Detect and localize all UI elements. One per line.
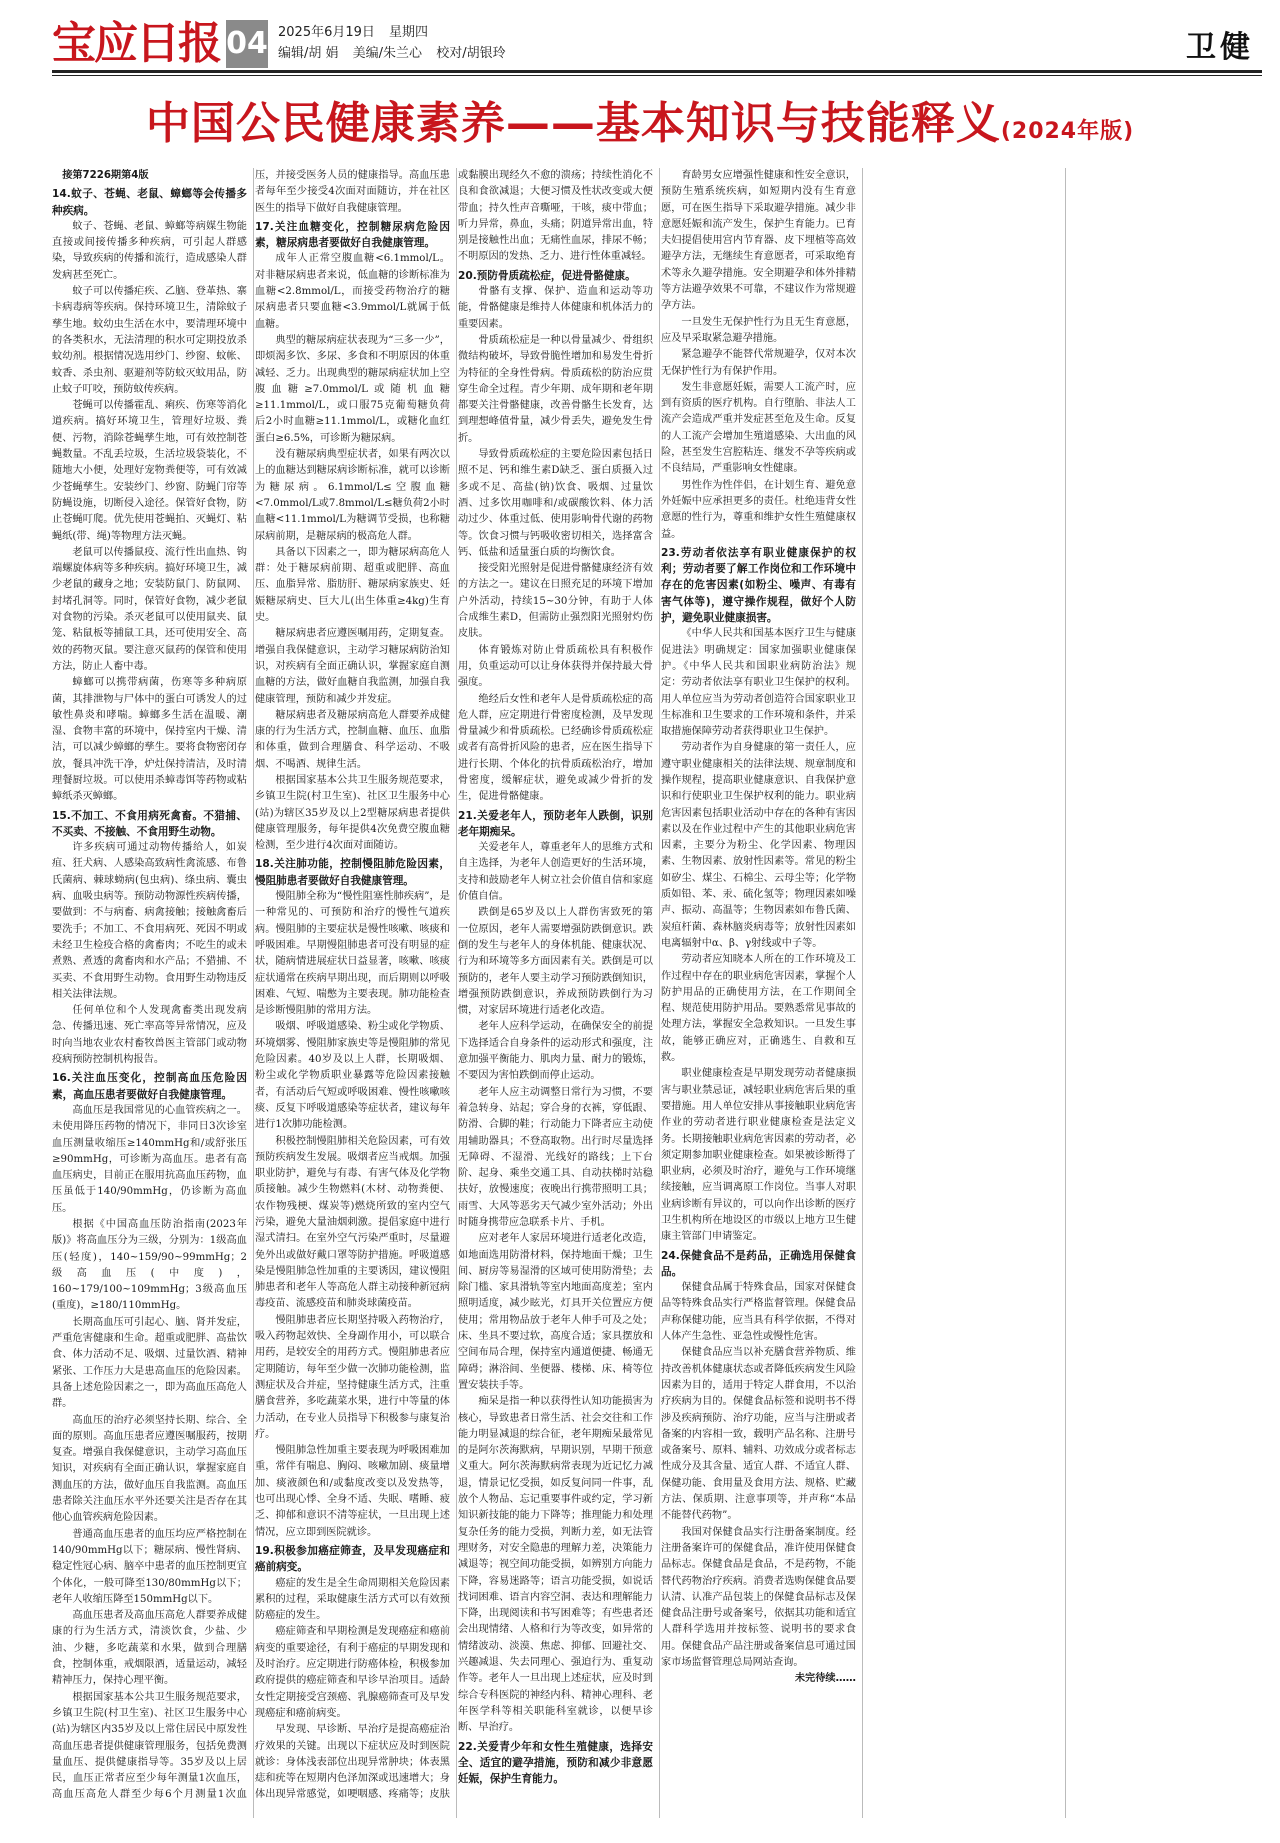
article-paragraph: 接受阳光照射是促进骨骼健康经济有效的方法之一。建议在日照充足的环境下增加户外活动，持续15~30分钟，有助于人体合成维生素D，但需防止强烈阳光照射灼伤皮肤。 <box>458 563 653 640</box>
article-paragraph: 老年人应科学运动，在确保安全的前提下选择适合自身条件的运动形式和强度，注意加强平衡能力、肌肉力量、耐力的锻炼，不要因为害怕跌倒而停止运动。 <box>458 1021 653 1082</box>
article-subheading: 24.保健食品不是药品，正确选用保健食品。 <box>661 1249 856 1278</box>
article-subheading: 19.积极参加癌症筛查，及早发现癌症和癌前病变。 <box>255 1544 450 1574</box>
article-paragraph: 职业健康检查是早期发现劳动者健康损害与职业禁忌证，减轻职业病危害后果的重要措施。用人单位安排从事接触职业病危害作业的劳动者进行职业健康检查是法定义务。长期接触职业病危害因素的劳动者，必须定期参加职业健康检查。如果被诊断得了职业病，必须及时治疗，避免与工作环境继续接触，应当调离原工作岗位。当事人对职业病诊断有异议的，可以向作出诊断的医疗卫生机构所在地设区的市级以上地方卫生健康主管部门申请鉴定。 <box>661 1068 856 1243</box>
article-paragraph: 育龄男女应增强性健康和性安全意识，预防生殖系统疾病，如短期内没有生育意愿，可在医生指导下采取避孕措施。减少非意愿妊娠和流产发生，保护生育能力。已育夫妇提倡使用宫内节育器、皮下埋植等高效避孕方法，无继续生育意愿者，可采取绝育术等永久避孕措施。安全期避孕和体外排精等方法避孕效果不可靠，不建议作为常规避孕方法。 <box>661 170 856 312</box>
article-paragraph: 长期高血压可引起心、脑、肾并发症，严重危害健康和生命。超重或肥胖、高盐饮食、体力活动不足、吸烟、过量饮酒、精神紧张、工作压力大是患高血压的危险因素。具备上述危险因素之一，即为高血压高危人群。 <box>52 1316 247 1410</box>
article-paragraph: 紧急避孕不能替代常规避孕，仅对本次无保护性行为有保护作用。 <box>661 349 856 377</box>
article-paragraph: 积极控制慢阻肺相关危险因素，可有效预防疾病发生发展。吸烟者应当戒烟。加强职业防护，避免与有毒、有害气体及化学物质接触。减少生物燃料(木材、动物粪便、农作物残梗、煤炭等)燃烧所致的室内空气污染，避免大量油烟刺激。提倡家庭中进行湿式清扫。在室外空气污染严重时，尽量避免外出或做好戴口罩等防护措施。呼吸道感染是慢阻肺急性加重的主要诱因，建议慢阻肺患者和老年人等高危人群主动接种新冠病毒疫苗、流感疫苗和肺炎球菌疫苗。 <box>255 1135 450 1310</box>
headline <box>0 92 1280 164</box>
to-be-continued: 未完待续…… <box>794 1673 856 1685</box>
article-subheading: 15.不加工、不食用病死禽畜。不猎捕、不买卖、不接触、不食用野生动物。 <box>52 809 247 838</box>
article-paragraph: 成年人正常空腹血糖<6.1mmol/L。对非糖尿病患者来说，低血糖的诊断标准为血糖<2.8mmol/L，而接受药物治疗的糖尿病患者只要血糖<3.9mmol/L就属于低血糖。 <box>255 253 450 330</box>
article-paragraph: 根据《中国高血压防治指南(2023年版)》将高血压分为三级，分别为：1级高血压(轻度)，140~159/90~99mmHg；2级高血压(中度)，160~179/100~109mmHg；3级高血压(重度)，≥180/110mmHg。 <box>52 1219 247 1312</box>
article-paragraph: 导致骨质疏松症的主要危险因素包括日照不足、钙和维生素D缺乏、蛋白质摄入过多或不足、高盐(钠)饮食、吸烟、过量饮酒、过多饮用咖啡和/或碳酸饮料、体力活动过少、体重过低、使用影响骨代谢的药物等。饮食习惯与钙吸收密切相关，选择富含钙、低盐和适量蛋白质的均衡饮食。 <box>458 449 653 558</box>
article-paragraph: 典型的糖尿病症状表现为“三多一少”，即烦渴多饮、多尿、多食和不明原因的体重减轻、乏力。出现典型的糖尿病症状加上空腹血糖≥7.0mmol/L或随机血糖≥11.1mmol/L，或口服75克葡萄糖负荷后2小时血糖≥11.1mmol/L，或糖化血红蛋白≥6.5%，可诊断为糖尿病。 <box>255 334 450 444</box>
article-paragraph: 没有糖尿病典型症状者，如果有两次以上的血糖达到糖尿病诊断标准，就可以诊断为糖尿病。6.1mmol/L≤空腹血糖<7.0mmol/L或7.8mmol/L≤糖负荷2小时血糖<11.1mmol/L为糖调节受损，也称糖尿病前期，是糖尿病的极高危人群。 <box>255 449 450 542</box>
issue-date: 2025年6月19日 <box>278 25 375 40</box>
article-paragraph: 蚊子、苍蝇、老鼠、蟑螂等病媒生物能直接或间接传播多种疾病，可引起人群感染，导致疾病的传播和流行，造成感染人群发病甚至死亡。 <box>52 220 247 281</box>
article-paragraph: 老年人应主动调整日常行为习惯，不要着急转身、站起；穿合身的衣裤，穿低跟、防滑、合脚的鞋；行动能力下降者应主动使用辅助器具；不登高取物。出行时尽量选择无障碍、不湿滑、光线好的路线；上下台阶、起身、乘坐交通工具、自动扶梯时站稳扶好，放慢速度；夜晚出行携带照明工具；雨雪、大风等恶劣天气减少室外活动；外出时随身携带应急联系卡片、手机。 <box>458 1086 653 1228</box>
article-subheading: 22.关爱青少年和女性生殖健康，选择安全、适宜的避孕措施，预防和减少非意愿妊娠，保护生育能力。 <box>458 1740 653 1786</box>
article-paragraph: 劳动者作为自身健康的第一责任人，应遵守职业健康相关的法律法规、规章制度和操作规程，提高职业健康意识、自我保护意识和行使职业卫生保护权利的能力。职业病危害因素包括职业活动中存在的各种有害因素以及在作业过程中产生的其他职业病危害因素，主要分为粉尘、化学因素、物理因素、生物因素、放射性因素等。常见的粉尘如矽尘、煤尘、石棉尘、云母尘等；化学物质如铅、苯、汞、硫化氢等；物理因素如噪声、振动、高温等；生物因素如布鲁氏菌、炭疽杆菌、森林脑炎病毒等；放射性因素如电离辐射中α、β、γ射线或中子等。 <box>661 742 856 949</box>
article-paragraph: 早发现、早诊断、早治疗是提高癌症治疗效果的关键。出现以下症状应及时到医院就诊：身体浅表部位出现异常肿块；体表黑痣和疣等在短期内色泽加深或迅速增大；身体出现异常感觉，如哽咽感、疼痛等；皮肤或黏膜出现经久不愈的溃疡；持续性消化不良和食欲减退；大便习惯及性状改变或大便带血；持久性声音嘶哑，干咳，痰中带血；听力异常，鼻血，头痛；阴道异常出血，特别是接触性出血；无痛性血尿，排尿不畅；不明原因的发热、乏力、进行性体重减轻。 <box>255 170 653 1801</box>
article-paragraph: 普通高血压患者的血压均应严格控制在140/90mmHg以下；糖尿病、慢性肾病、稳定性冠心病、脑卒中患者的血压控制更宜个体化，一般可降至130/80mmHg以下；老年人收缩压降至150mmHg以下。 <box>52 1528 247 1605</box>
article-paragraph: 慢阻肺患者应长期坚持吸入药物治疗，吸入药物起效快、全身副作用小，可以联合用药，是较安全的用药方式。慢阻肺患者应定期随访，每年至少做一次肺功能检测，监测症状及合并症，坚持健康生活方式，注重膳食营养，多吃蔬菜水果，进行中等量的体力活动，在专业人员指导下积极参与康复治疗。 <box>255 1314 450 1440</box>
article-paragraph: 根据国家基本公共卫生服务规范要求，乡镇卫生院(村卫生室)、社区卫生服务中心(站)为辖区35岁及以上2型糖尿病患者提供健康管理服务，每年提供4次免费空腹血糖检测，至少进行4次面对面随访。 <box>255 774 450 852</box>
article-paragraph: 高血压的治疗必须坚持长期、综合、全面的原则。高血压患者应遵医嘱服药，按期复查。增强自我保健意识，主动学习高血压知识，对疾病有全面正确认识，掌握家庭自测血压的方法，做好血压自我监测。高血压患者除关注血压水平外还要关注是否存在其他心血管疾病危险因素。 <box>52 1414 247 1524</box>
proofreader-credit: 校对/胡银玲 <box>436 46 506 61</box>
article-subheading: 14.蚊子、苍蝇、老鼠、蟑螂等会传播多种疾病。 <box>52 188 247 217</box>
article-paragraph: 高血压是我国常见的心血管疾病之一。未使用降压药物的情况下，非同日3次诊室血压测量收缩压≥140mmHg和/或舒张压≥90mmHg，可诊断为高血压。患者有高血压病史，目前正在服用抗高血压药物，血压虽低于140/90mmHg，仍诊断为高血压。 <box>52 1104 247 1214</box>
article-paragraph: 关爱老年人，尊重老年人的思维方式和自主选择，为老年人创造更好的生活环境，支持和鼓励老年人树立社会价值自信和家庭价值自信。 <box>458 842 653 903</box>
issue-weekday: 星期四 <box>389 25 429 40</box>
article-paragraph: 保健食品属于特殊食品，国家对保健食品等特殊食品实行严格监督管理。保健食品声称保健功能，应当具有科学依据，不得对人体产生急性、亚急性或慢性危害。 <box>661 1282 856 1343</box>
headline-edition: (2024年版) <box>1000 119 1135 144</box>
article-paragraph: 绝经后女性和老年人是骨质疏松症的高危人群，应定期进行骨密度检测，及早发现骨量减少和骨质疏松。已经确诊骨质疏松症或者有高骨折风险的患者，应在医生指导下进行长期、个体化的抗骨质疏松治疗，增加骨密度，缓解症状，避免或减少骨折的发生，促进骨骼健康。 <box>458 693 653 803</box>
article-paragraph: 痴呆是指一种以获得性认知功能损害为核心，导致患者日常生活、社会交往和工作能力明显减退的综合征，老年期痴呆最常见的是阿尔茨海默病，早期识别，早期干预意义重大。阿尔茨海默病常表现为近记忆力减退，情景记忆受损，如反复问同一件事，乱放个人物品、忘记重要事件或约定，学习新知识新技能的能力下降等；推理能力和处理复杂任务的能力受损，判断力差，如无法管理财务，对安全隐患的理解力差，决策能力减退等；视空间功能受损，如辨别方向能力下降，容易迷路等；语言功能受损，如说话找词困难、语言内容空洞、表达和理解能力下降，出现阅读和书写困难等；有些患者还会出现情绪、人格和行为等改变，如异常的情绪波动、淡漠、焦虑、抑郁、回避社交、兴趣减退、失去同理心、强迫行为、重复动作等。老年人一旦出现上述症状，应及时到综合专科医院的神经内科、精神心理科、老年医学科等相关职能科室就诊，以便早诊断、早治疗。 <box>458 1396 653 1734</box>
article-paragraph: 保健食品应当以补充膳食营养物质、维持改善机体健康状态或者降低疾病发生风险因素为目的，适用于特定人群食用，不以治疗疾病为目的。保健食品标签和说明书不得涉及疾病预防、治疗功能，应当与注册或者备案的内容相一致，载明产品名称、注册号或备案号、原料、辅料、功效成分或者标志性成分及其含量、适宜人群、不适宜人群、保健功能、食用量及食用方法、规格、贮藏方法、保质期、注意事项等，并声称“本品不能替代药物”。 <box>661 1347 856 1522</box>
article-paragraph: 体育锻炼对防止骨质疏松具有积极作用，负重运动可以让身体获得并保持最大骨强度。 <box>458 644 653 689</box>
issue-meta <box>278 22 516 64</box>
article-paragraph: 劳动者应知晓本人所在的工作环境及工作过程中存在的职业病危害因素，掌握个人防护用品的正确使用方法，在工作期间全程、规范使用防护用品。要熟悉常见事故的处理方法，掌握安全急救知识。一旦发生事故，能够正确应对，正确逃生、自救和互救。 <box>661 954 856 1064</box>
article-subheading: 23.劳动者依法享有职业健康保护的权利；劳动者要了解工作岗位和工作环境中存在的危害因素(如粉尘、噪声、有毒有害气体等)，遵守操作规程，做好个人防护，避免职业健康损害。 <box>661 546 856 625</box>
article-paragraph: 糖尿病患者应遵医嘱用药，定期复查。增强自我保健意识，主动学习糖尿病防治知识，对疾病有全面正确认识，掌握家庭自测血糖的方法，做好血糖自我监测，加强自我健康管理，预防和减少并发症。 <box>255 628 450 705</box>
article-paragraph: 糖尿病患者及糖尿病高危人群要养成健康的行为生活方式，控制血糖、血压、血脂和体重，做到合理膳食、科学运动、不吸烟、不喝酒、规律生活。 <box>255 709 450 770</box>
designer-credit: 美编/朱兰心 <box>352 46 423 61</box>
article-paragraph: 癌症的发生是全生命周期相关危险因素累积的过程，采取健康生活方式可以有效预防癌症的发生。 <box>255 1577 450 1622</box>
article-paragraph: 苍蝇可以传播霍乱、痢疾、伤寒等消化道疾病。搞好环境卫生，管理好垃圾、粪便、污物，消除苍蝇孳生地，可有效控制苍蝇数量。不乱丢垃圾，生活垃圾袋装化，不随地大小便，处理好宠物粪便等，可有效减少苍蝇孳生。安装纱门、纱窗、防蝇门帘等防蝇设施，切断侵入途径。保管好食物，防止苍蝇叮爬。优先使用苍蝇拍、灭蝇灯、粘蝇纸(带、绳)等物理方法灭蝇。 <box>52 400 247 542</box>
article-paragraph: 慢阻肺全称为“慢性阻塞性肺疾病”，是一种常见的、可预防和治疗的慢性气道疾病。慢阻肺的主要症状是慢性咳嗽、咳痰和呼吸困难。早期慢阻肺患者可没有明显的症状，随病情进展症状日益显著，咳嗽、咳痰症状通常在疾病早期出现，而后期则以呼吸困难、气短、喘憋为主要表现。肺功能检查是诊断慢阻肺的常用方法。 <box>255 891 450 1017</box>
article-paragraph: 骨骼有支撑、保护、造血和运动等功能，骨骼健康是维持人体健康和机体活力的重要因素。 <box>458 286 653 330</box>
article-subheading: 16.关注血压变化，控制高血压危险因素，高血压患者要做好自我健康管理。 <box>52 1072 247 1101</box>
article-paragraph: 一旦发生无保护性行为且无生育意愿，应及早采取紧急避孕措施。 <box>661 316 856 344</box>
article-paragraph: 男性作为性伴侣，在计划生育、避免意外妊娠中应承担更多的责任。杜绝违背女性意愿的性行为，尊重和维护女性生殖健康权益。 <box>661 479 856 540</box>
article-paragraph: 发生非意愿妊娠，需要人工流产时，应到有资质的医疗机构。自行堕胎、非法人工流产会造成严重并发症甚至危及生命。反复的人工流产会增加生殖道感染、大出血的风险，甚至发生宫腔粘连、继发不孕等疾病或不良结局，严重影响女性健康。 <box>661 381 856 475</box>
editor-credit: 编辑/胡 娟 <box>278 46 339 61</box>
article-paragraph: 老鼠可以传播鼠疫、流行性出血热、钩端螺旋体病等多种疾病。搞好环境卫生，减少老鼠的藏身之地；安装防鼠门、防鼠网、封堵孔洞等。同时，保管好食物，减少老鼠对食物的污染。杀灭老鼠可以使用鼠夹、鼠笼、粘鼠板等捕鼠工具，还可使用安全、高效的药物灭鼠。要注意灭鼠药的保管和使用方法，防止人畜中毒。 <box>52 546 247 672</box>
article-subheading: 21.关爱老年人，预防老年人跌倒，识别老年期痴呆。 <box>458 809 653 838</box>
header-rule-thin <box>52 75 1262 76</box>
page-number: 04 <box>226 20 268 68</box>
article-paragraph: 蚊子可以传播疟疾、乙脑、登革热、寨卡病毒病等疾病。保持环境卫生，清除蚊子孳生地。蚊幼虫生活在水中，要清理环境中的各类积水，无法清理的积水可定期投放杀蚊幼剂。根据情况选用纱门、纱窗、蚊帐、蚊香、杀虫剂、驱避剂等防蚊灭蚊用品，防止蚊子叮咬，预防蚊传疾病。 <box>52 286 247 395</box>
article-paragraph: 应对老年人家居环境进行适老化改造，如地面选用防滑材料，保持地面干燥；卫生间、厨房等易湿滑的区域可使用防滑垫；去除门槛、家具滑轨等室内地面高度差；室内照明适度，减少眩光，灯具开关位置应方便使用；常用物品放于老年人伸手可及之处；床、坐具不要过软，高度合适；家具摆放和空间布局合理，保持室内通道便捷、畅通无障碍；淋浴间、坐便器、楼梯、床、椅等位置安装扶手等。 <box>458 1233 653 1391</box>
article-paragraph: 慢阻肺急性加重主要表现为呼吸困难加重，常伴有喘息、胸闷、咳嗽加剧、痰量增加、痰液颜色和/或黏度改变以及发热等，也可出现心悸、全身不适、失眠、嗜睡、疲乏、抑郁和意识不清等症状，一旦出现上述情况，应立即到医院就诊。 <box>255 1445 450 1538</box>
article-paragraph: 具备以下因素之一，即为糖尿病高危人群：处于糖尿病前期、超重或肥胖、高血压、血脂异常、脂肪肝、糖尿病家族史、妊娠糖尿病史、巨大儿(出生体重≥4kg)生育史。 <box>255 546 450 624</box>
article-body <box>52 168 1262 1818</box>
article-paragraph: 许多疾病可通过动物传播给人，如炭疽、狂犬病、人感染高致病性禽流感、布鲁氏菌病、棘球蚴病(包虫病)、绦虫病、囊虫病、血吸虫病等。预防动物源性疾病传播，要做到：不与病畜、病禽接触；接触禽畜后要洗手；不加工、不食用病死、死因不明或未经卫生检疫合格的禽畜肉；不吃生的或未煮熟、煮透的禽畜肉和水产品；不猎捕、不买卖、不食用野生动物。食用野生动物违反相关法律法规。 <box>52 842 247 1000</box>
article-subheading: 17.关注血糖变化，控制糖尿病危险因素，糖尿病患者要做好自我健康管理。 <box>255 220 450 250</box>
article-subheading: 18.关注肺功能，控制慢阻肺危险因素，慢阻肺患者要做好自我健康管理。 <box>255 858 450 887</box>
section-title: 卫健 <box>1186 30 1254 65</box>
newspaper-logo: 宝应日报 <box>52 18 220 69</box>
article-paragraph: 任何单位和个人发现禽畜类出现发病急、传播迅速、死亡率高等异常情况，应及时向当地农业农村畜牧兽医主管部门或动物疫病预防控制机构报告。 <box>52 1005 247 1066</box>
article-paragraph: 癌症筛查和早期检测是发现癌症和癌前病变的重要途径，有利于癌症的早期发现和及时治疗。应定期进行防癌体检，积极参加政府提供的癌症筛查和早诊早治项目。适龄女性定期接受宫颈癌、乳腺癌筛查可及早发现癌症和癌前病变。 <box>255 1626 450 1719</box>
article-lead: 接第7226期第4版 <box>62 170 149 181</box>
article-subheading: 20.预防骨质疏松症，促进骨骼健康。 <box>458 269 636 282</box>
headline-title: 中国公民健康素养——基本知识与技能释义 <box>145 98 1001 149</box>
article-paragraph: 根据国家基本公共卫生服务规范要求，乡镇卫生院(村卫生室)、社区卫生服务中心(站)为辖区内35岁及以上常住居民中原发性高血压患者提供健康管理服务，包括免费测量血压、提供健康指导等。35岁及以上居民，血压正常者应至少每年测量1次血压，高血压高危人群至少每6个月测量1次血压，并接受医务人员的健康指导。高血压患者每年至少接受4次面对面随访，并在社区医生的指导下做好自我健康管理。 <box>52 170 450 1801</box>
article-paragraph: 高血压患者及高血压高危人群要养成健康的行为生活方式，清淡饮食，少盐、少油、少糖，多吃蔬菜和水果，做到合理膳食，控制体重，戒烟限酒，适量运动，减轻精神压力，保持心理平衡。 <box>52 1610 247 1687</box>
article-paragraph: 我国对保健食品实行注册备案制度。经注册备案许可的保健食品，准许使用保健食品标志。保健食品是食品，不是药物，不能替代药物治疗疾病。消费者选购保健食品要认清、认准产品包装上的保健食品标志及保健食品注册号或备案号，依据其功能和适宜人群科学选用并按标签、说明书的要求食用。保健食品产品注册或备案信息可通过国家市场监督管理总局网站查询。 <box>661 1526 856 1669</box>
article-paragraph: 《中华人民共和国基本医疗卫生与健康促进法》明确规定：国家加强职业健康保护。《中华人民共和国职业病防治法》规定：劳动者依法享有职业卫生保护的权利。用人单位应当为劳动者创造符合国家职业卫生标准和卫生要求的工作环境和条件，并采取措施保障劳动者获得职业卫生保护。 <box>661 628 856 738</box>
article-paragraph: 蟑螂可以携带病菌，伤寒等多种病原菌，其排泄物与尸体中的蛋白可诱发人的过敏性鼻炎和哮喘。蟑螂多生活在温暖、潮湿、食物丰富的环境中，保持室内干燥、清洁，可以减少蟑螂的孳生。要将食物密闭存放，餐具冲洗干净，炉灶保持清洁，及时清理餐厨垃圾。可以使用杀蟑毒饵等药物或粘蟑纸杀灭蟑螂。 <box>52 677 247 803</box>
article-paragraph: 吸烟、呼吸道感染、粉尘或化学物质、环境烟雾、慢阻肺家族史等是慢阻肺的常见危险因素。40岁及以上人群，长期吸烟、粉尘或化学物质职业暴露等危险因素接触者，有活动后气短或呼吸困难、慢性咳嗽咳痰、反复下呼吸道感染等症状者，建议每年进行1次肺功能检测。 <box>255 1021 450 1131</box>
article-paragraph: 骨质疏松症是一种以骨量减少、骨组织微结构破坏，导致骨脆性增加和易发生骨折为特征的全身性骨病。骨质疏松的防治应贯穿生命全过程。青少年期、成年期和老年期都要关注骨骼健康，改善骨骼生长发育，达到理想峰值骨量，减少骨丢失，避免发生骨折。 <box>458 334 653 444</box>
article-paragraph: 跌倒是65岁及以上人群伤害致死的第一位原因，老年人需要增强防跌倒意识。跌倒的发生与老年人的身体机能、健康状况、行为和环境等多方面因素有关。跌倒是可以预防的，老年人要主动学习预防跌倒知识，增强预防跌倒意识，养成预防跌倒行为习惯，对家居环境进行适老化改造。 <box>458 907 653 1017</box>
header-rule <box>52 70 1262 73</box>
